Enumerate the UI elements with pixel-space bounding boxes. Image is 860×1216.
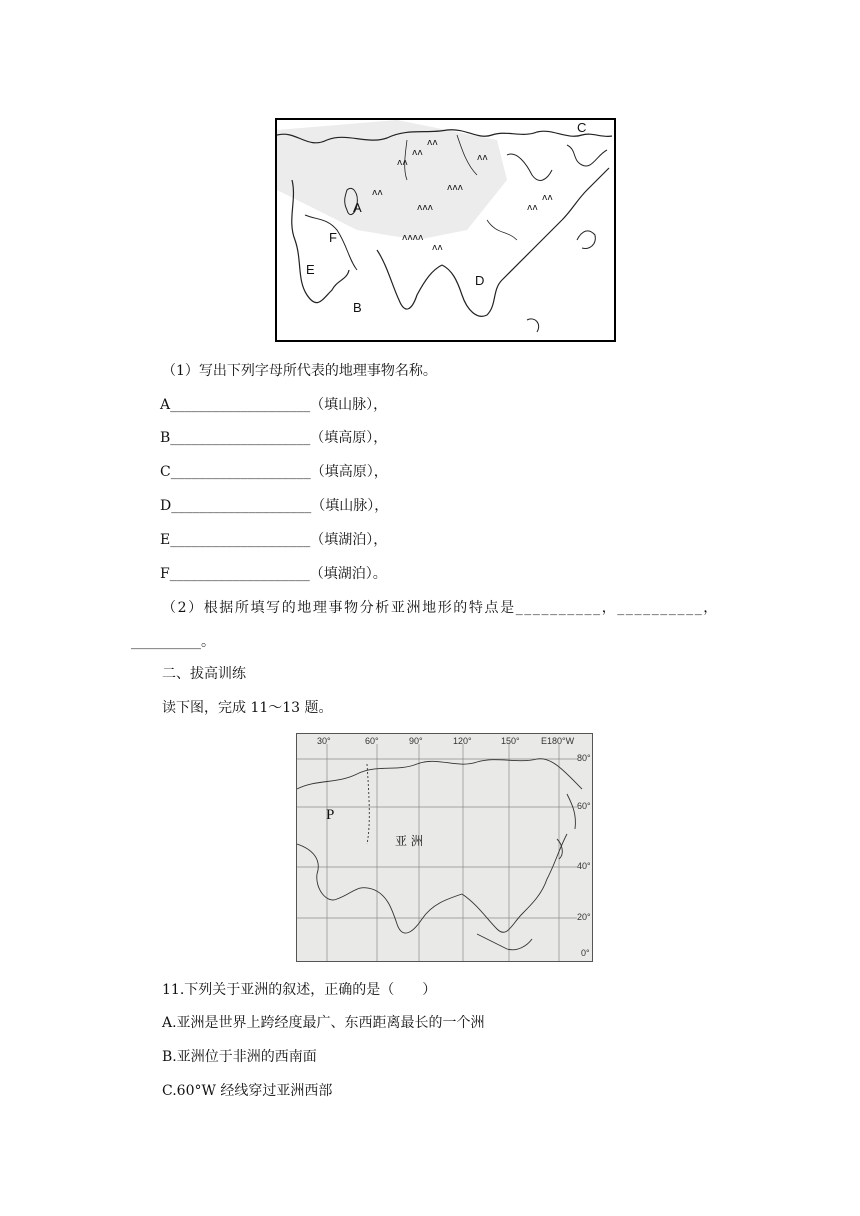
svg-text:ᴧᴧ: ᴧᴧ (542, 193, 553, 203)
map-top-tick: 150° (501, 736, 520, 746)
map-label-e: E (306, 262, 315, 277)
map-top-tick: 60° (365, 736, 379, 746)
map-label-asia: 亚 洲 (395, 834, 423, 848)
svg-text:ᴧᴧ: ᴧᴧ (477, 153, 488, 163)
map-label-b: B (353, 300, 362, 315)
svg-text:ᴧᴧᴧᴧ: ᴧᴧᴧᴧ (402, 233, 424, 243)
q1-item-hint: （填山脉）， (311, 498, 389, 514)
q1-item-c (160, 462, 388, 482)
q1-item-hint: （填高原）， (310, 430, 388, 446)
q1-item-b (160, 428, 387, 448)
map-label-a: A (353, 200, 362, 215)
asia-grid-map-drawing (297, 734, 593, 962)
section-heading: 二、拔高训练 (162, 666, 246, 682)
q1-item-a (160, 395, 387, 415)
q1-answer-blank[interactable]: ____________________ (170, 397, 311, 413)
q1-answer-blank[interactable]: ____________________ (170, 532, 311, 548)
q1-item-e (160, 530, 387, 550)
map-right-tick: 80° (577, 753, 591, 763)
map-top-tick: E180°W (541, 736, 575, 746)
q11-option-c: C.60°W 经线穿过亚洲西部 (162, 1083, 333, 1099)
map-label-f: F (329, 230, 337, 245)
svg-text:ᴧᴧ: ᴧᴧ (397, 158, 408, 168)
q11-option-a: A.亚洲是世界上跨经度最广、东西距离最长的一个洲 (162, 1015, 485, 1031)
q11-stem: 11.下列关于亚洲的叙述，正确的是（ ） (162, 982, 437, 998)
q1-item-letter: B (160, 430, 171, 446)
q1-item-hint: （填湖泊）， (310, 532, 388, 548)
svg-text:ᴧᴧ: ᴧᴧ (527, 203, 538, 213)
svg-text:ᴧᴧᴧ: ᴧᴧᴧ (447, 183, 463, 193)
svg-text:ᴧᴧ: ᴧᴧ (427, 138, 438, 148)
q1-item-d (160, 496, 388, 516)
q1-answer-blank[interactable]: ____________________ (170, 430, 311, 446)
q1-item-letter: E (160, 532, 171, 548)
map-right-tick: 60° (577, 801, 591, 811)
q1-item-hint: （填山脉）， (310, 397, 388, 413)
q1-answer-blank[interactable]: ____________________ (170, 464, 311, 480)
q1-item-letter: C (160, 464, 171, 480)
q1-item-letter: A (160, 397, 171, 413)
q1-prompt: （1）写出下列字母所代表的地理事物名称。 (162, 363, 437, 379)
map-top-tick: 90° (409, 736, 423, 746)
q2-line2: __________。 (131, 634, 215, 650)
map-label-p: P (326, 807, 335, 823)
q1-item-letter: F (160, 566, 170, 582)
map-label-d: D (475, 273, 485, 288)
map-right-tick: 40° (577, 861, 591, 871)
map-label-c: C (577, 120, 587, 135)
map-top-tick: 30° (317, 736, 331, 746)
asia-terrain-map (275, 118, 616, 342)
svg-text:ᴧᴧ: ᴧᴧ (372, 188, 383, 198)
map-right-tick: 0° (581, 948, 590, 958)
svg-text:ᴧᴧ: ᴧᴧ (432, 243, 443, 253)
svg-text:ᴧᴧᴧ: ᴧᴧᴧ (417, 203, 433, 213)
map-right-tick: 20° (577, 912, 591, 922)
q1-item-f (160, 564, 387, 584)
q11-option-b: B.亚洲位于非洲的西南面 (162, 1049, 317, 1065)
q1-item-hint: （填湖泊）。 (309, 566, 387, 582)
map-top-tick: 120° (453, 736, 472, 746)
svg-text:ᴧᴧ: ᴧᴧ (412, 148, 423, 158)
q1-item-hint: （填高原）， (310, 464, 388, 480)
asia-grid-map (296, 733, 593, 962)
q1-item-letter: D (160, 498, 172, 514)
asia-terrain-map-drawing (277, 120, 614, 340)
section-instruction: 读下图，完成 11～13 题。 (162, 700, 333, 716)
q1-answer-blank[interactable]: ____________________ (171, 498, 312, 514)
q2-line1: （2）根据所填写的地理事物分析亚洲地形的特点是__________，__________， (162, 600, 719, 616)
q1-answer-blank[interactable]: ____________________ (169, 566, 310, 582)
